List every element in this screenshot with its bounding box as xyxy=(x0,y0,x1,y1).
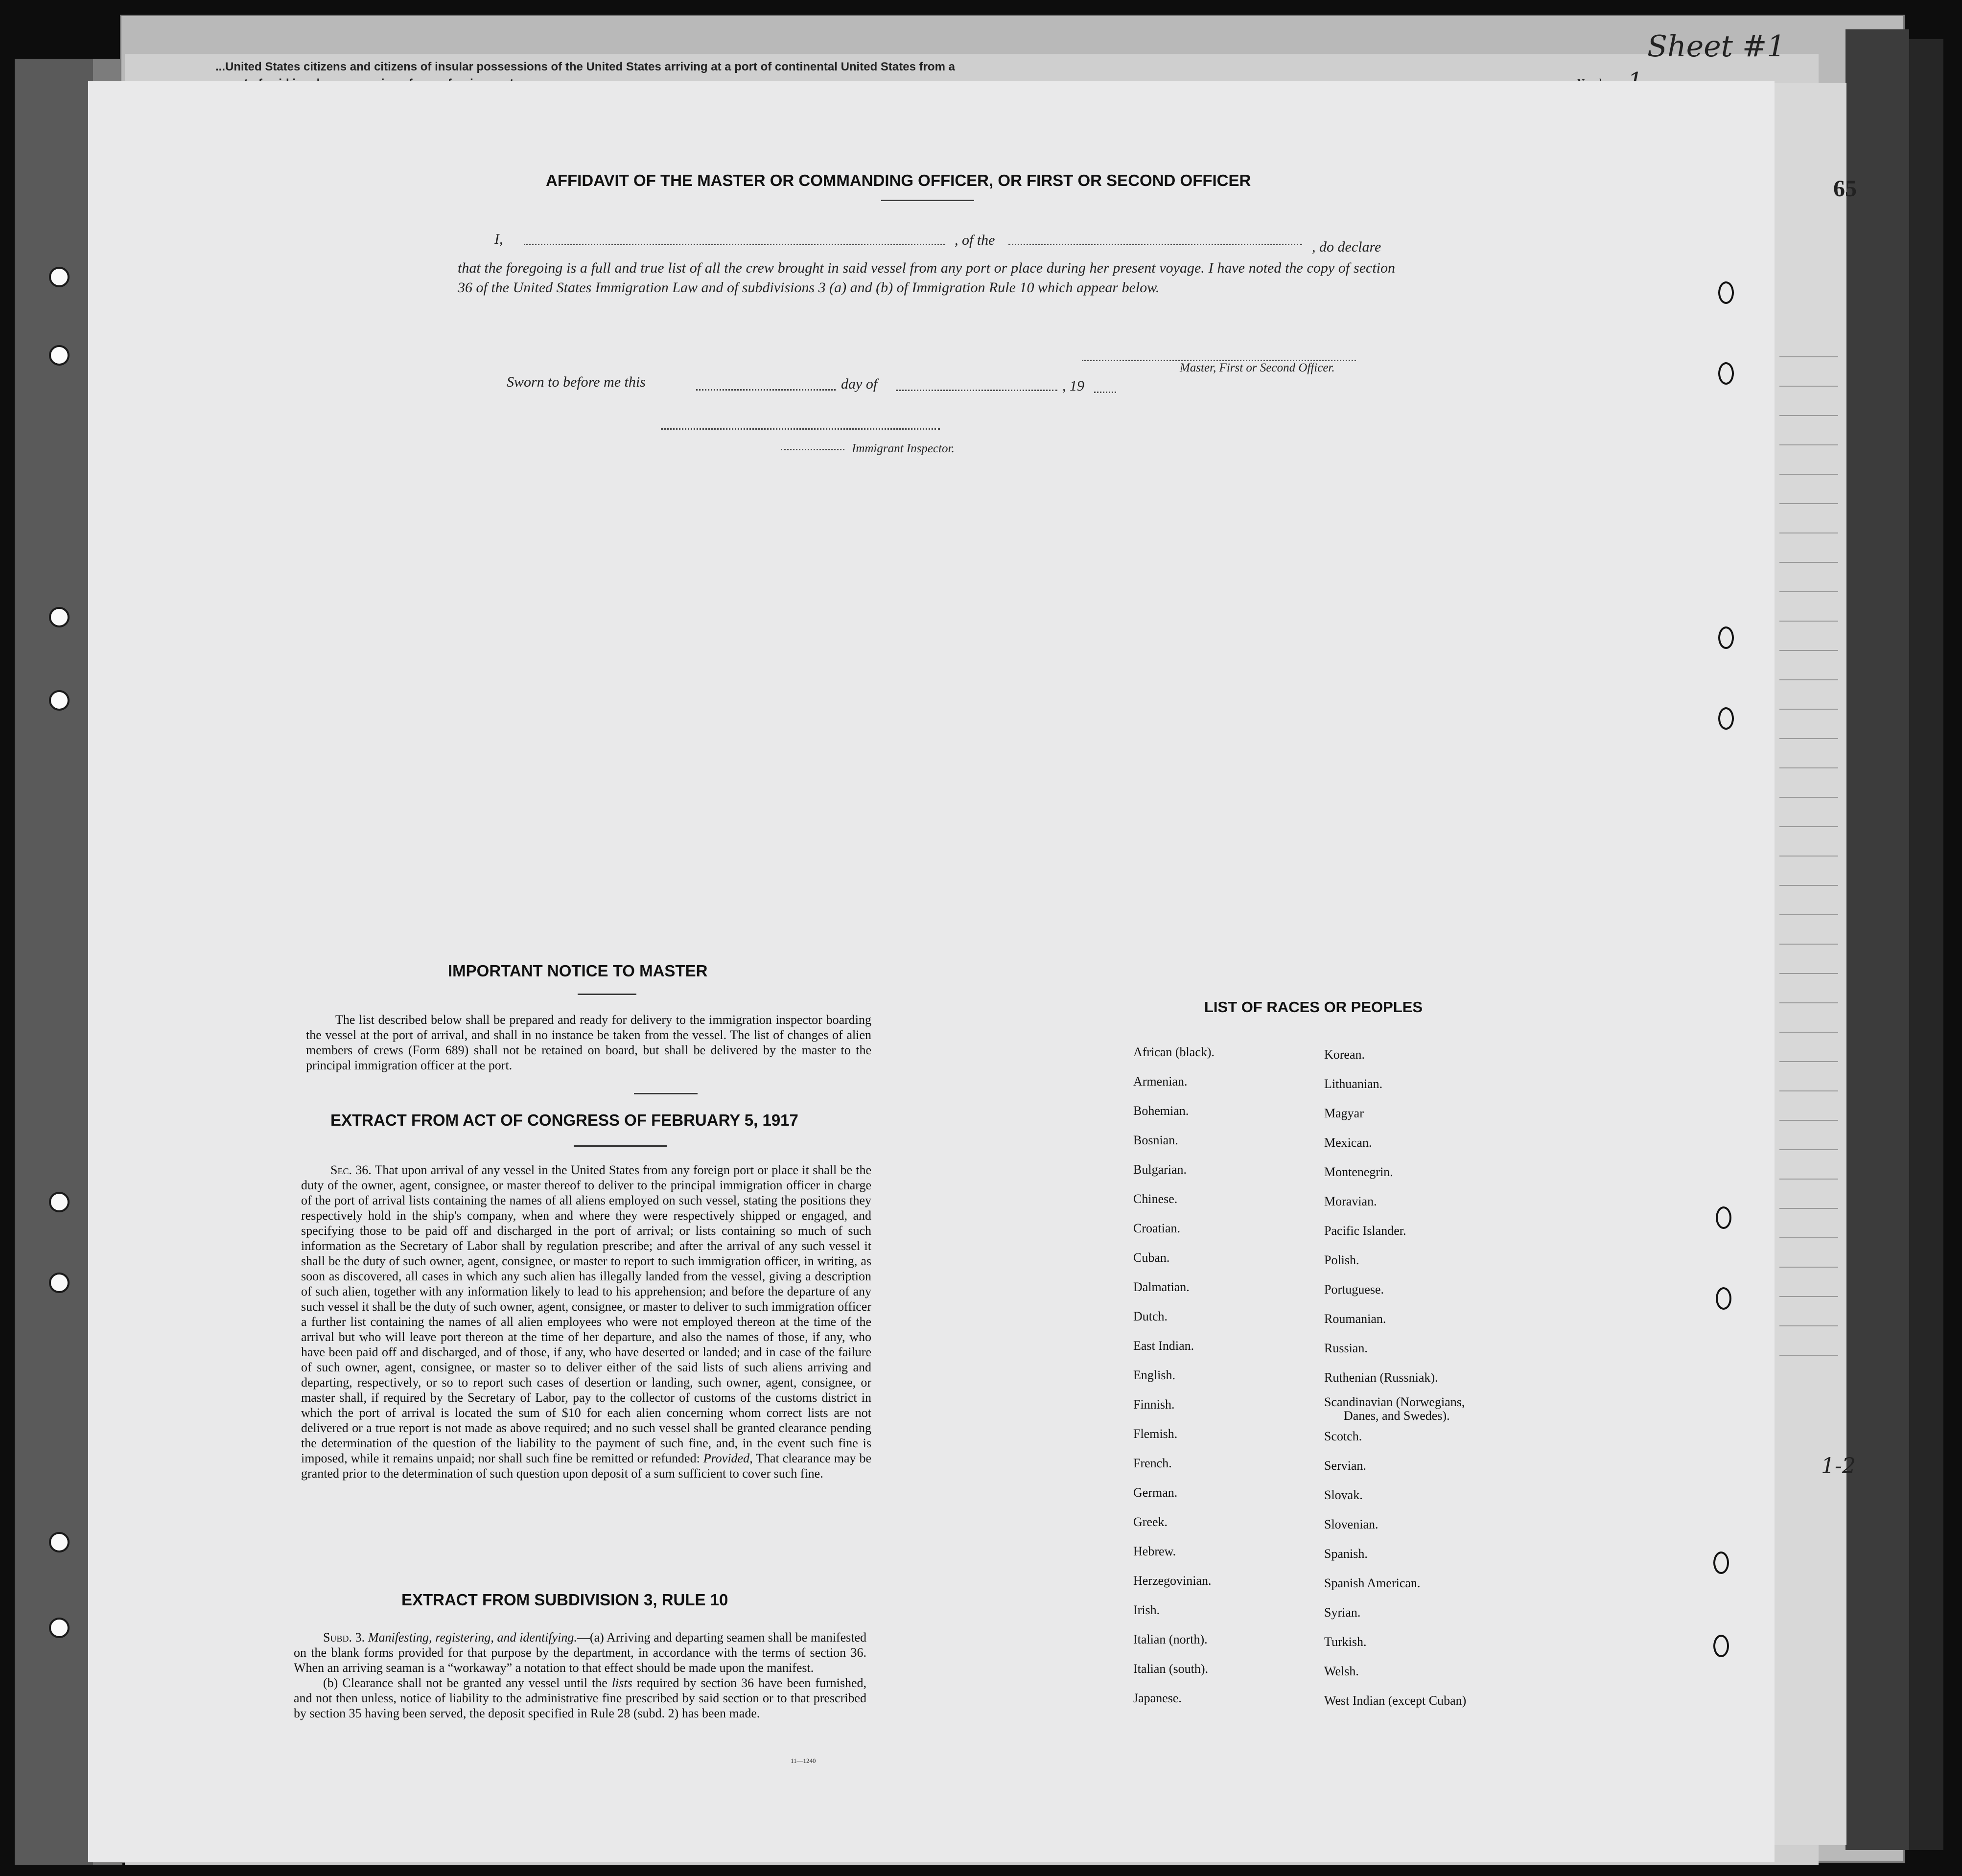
subdivision-b xyxy=(294,1675,866,1721)
race-item: Welsh. xyxy=(1324,1664,1359,1678)
title-rule xyxy=(881,200,974,201)
race-item: Roumanian. xyxy=(1324,1312,1386,1326)
race-item: Italian (north). xyxy=(1133,1632,1208,1646)
race-item: Bosnian. xyxy=(1133,1133,1178,1147)
race-item: Ruthenian (Russniak). xyxy=(1324,1370,1438,1385)
race-item: Spanish American. xyxy=(1324,1576,1421,1590)
race-item: English. xyxy=(1133,1368,1175,1382)
section-rule xyxy=(634,1093,698,1094)
race-item: Flemish. xyxy=(1133,1427,1178,1441)
notice-body: The list described below shall be prepared and ready for delivery to the immigration inspector boarding the vessel at the port of arrival, and shall in no instance be taken from the vessel. The list of changes of alien members of crews (Form 689) shall not be retained on board, but shall be delivered by the master to the principal immigration officer at the port. xyxy=(306,1013,871,1072)
punch-hole-icon xyxy=(49,1192,70,1212)
subdivision-title: EXTRACT FROM SUBDIVISION 3, RULE 10 xyxy=(401,1591,728,1609)
race-item: Japanese. xyxy=(1133,1691,1182,1705)
race-item: Armenian. xyxy=(1133,1074,1188,1089)
race-item: Pacific Islander. xyxy=(1324,1224,1406,1238)
subd-b-label: (b) xyxy=(323,1676,338,1690)
punch-hole-icon xyxy=(1713,1552,1729,1574)
races-title: LIST OF RACES OR PEOPLES xyxy=(1204,998,1423,1016)
race-item: German. xyxy=(1133,1485,1178,1500)
signature-label: Master, First or Second Officer. xyxy=(1180,361,1335,374)
section-label: Sec. 36. xyxy=(330,1163,372,1177)
race-item: West Indian (except Cuban) xyxy=(1324,1693,1467,1708)
race-item: Irish. xyxy=(1133,1603,1160,1617)
title-rule xyxy=(574,1145,667,1147)
act-body-end: That clearance may be granted prior to the determination of such question upon deposit of a sum sufficient to cover such fine. xyxy=(301,1451,871,1481)
race-item: Finnish. xyxy=(1133,1397,1175,1412)
punch-hole-icon xyxy=(1713,1635,1729,1657)
sworn-day-blank[interactable] xyxy=(696,389,836,391)
punch-hole-icon xyxy=(49,267,70,287)
race-item: Hebrew. xyxy=(1133,1544,1176,1558)
race-item: Russian. xyxy=(1324,1341,1368,1355)
act-body xyxy=(301,1162,871,1481)
year-prefix: , 19 xyxy=(1062,378,1084,394)
vessel-blank[interactable] xyxy=(1008,244,1302,245)
race-item: Chinese. xyxy=(1133,1192,1178,1206)
notice-title: IMPORTANT NOTICE TO MASTER xyxy=(448,962,708,980)
sworn-year-blank[interactable] xyxy=(1094,392,1116,393)
race-item: Polish. xyxy=(1324,1253,1359,1267)
affidavit-do-declare: , do declare xyxy=(1312,239,1381,255)
inspector-signature-blank[interactable] xyxy=(661,428,940,430)
subd-b-body-2: required by section 36 have been furnished, and not then unless, notice of liability to the administrative fine prescribed by said section or to that prescribed by section 35 having been served, the deposit specified in Rule 28 (subd. 2) has been made. xyxy=(294,1676,867,1720)
punch-hole-icon xyxy=(49,690,70,711)
race-item: Scotch. xyxy=(1324,1429,1362,1443)
punch-hole-icon xyxy=(49,1532,70,1552)
race-item: Magyar xyxy=(1324,1106,1364,1120)
punch-hole-icon xyxy=(49,1273,70,1293)
race-item: Danes, and Swedes). xyxy=(1344,1409,1450,1423)
race-item: Portuguese. xyxy=(1324,1282,1384,1297)
inspector-dots xyxy=(781,449,844,450)
race-item: Syrian. xyxy=(1324,1605,1361,1620)
race-item: Cuban. xyxy=(1133,1251,1170,1265)
race-item: French. xyxy=(1133,1456,1172,1470)
background-dark-band xyxy=(1845,29,1909,1850)
race-item: Lithuanian. xyxy=(1324,1077,1383,1091)
title-rule xyxy=(578,994,636,995)
race-item: East Indian. xyxy=(1133,1339,1194,1353)
act-title: EXTRACT FROM ACT OF CONGRESS OF FEBRUARY 5, 1917 xyxy=(330,1111,798,1129)
race-item: Korean. xyxy=(1324,1047,1365,1062)
background-dark-band-2 xyxy=(1909,39,1943,1850)
race-item: Turkish. xyxy=(1324,1635,1367,1649)
race-item: Scandinavian (Norwegians, xyxy=(1324,1395,1465,1409)
subd-b-lists: lists xyxy=(611,1676,632,1690)
punch-hole-icon xyxy=(1718,281,1734,304)
corner-page-number: 65 xyxy=(1833,176,1857,202)
inspector-label: Immigrant Inspector. xyxy=(852,442,955,455)
sworn-text: Sworn to before me this xyxy=(507,374,646,390)
race-item: Spanish. xyxy=(1324,1547,1368,1561)
race-item: Moravian. xyxy=(1324,1194,1377,1208)
subd-a-body: Arriving and departing seamen shall be manifested on the blank forms provided for that purpose by the department, in accordance with the terms of section 36. When an arriving seaman is a “workaway” a notation to that effect should be made upon the manifest. xyxy=(294,1630,866,1675)
ruled-lines xyxy=(1779,328,1838,1356)
header-line-1: ...United States citizens and citizens of insular possessions of the United States arriving at a port of continental United States from a xyxy=(215,60,955,73)
punch-hole-icon xyxy=(49,1618,70,1638)
punch-hole-icon xyxy=(1716,1206,1731,1229)
race-item: Slovak. xyxy=(1324,1488,1363,1502)
background-binder-left xyxy=(15,59,93,1865)
race-item: Montenegrin. xyxy=(1324,1165,1393,1179)
race-item: Bohemian. xyxy=(1133,1104,1189,1118)
punch-hole-icon xyxy=(1716,1287,1731,1310)
subd-label: Subd. 3. xyxy=(323,1630,365,1644)
affidavit-i: I, xyxy=(494,231,503,247)
affidavit-of-the: , of the xyxy=(955,232,995,248)
race-item: Servian. xyxy=(1324,1459,1366,1473)
subd-heading: Manifesting, registering, and identifying. xyxy=(368,1630,577,1644)
race-item: Croatian. xyxy=(1133,1221,1181,1235)
form-number: 11—1240 xyxy=(791,1757,816,1764)
subd-b-body-1: Clearance shall not be granted any vessel until the xyxy=(342,1676,607,1690)
affidavit-sheet xyxy=(88,81,1775,1862)
subdivision-a xyxy=(294,1630,866,1675)
race-item: Bulgarian. xyxy=(1133,1162,1187,1177)
punch-hole-icon xyxy=(1718,707,1734,730)
act-body-text: That upon arrival of any vessel in the United States from any foreign port or place it shall be the duty of the owner, agent, consignee, or master thereof to deliver to the principal immigration officer in charge of the port of arrival lists containing the names of all aliens employed on such vessel, stating the positions they respectively hold in the ship's company, when and where they were respectively shipped or engaged, and specifying those to be paid off and discharged in the port of arrival; or lists containing so much of such information as the Secretary of Labor shall by regulation prescribe; and after the arrival of any such vessel it shall be the duty of such owner, agent, consignee, or master to report to such immigration officer, in writing, as soon as discovered, all cases in which any such alien has illegally landed from the vessel, giving a description of such alien, together with any information likely to lead to his apprehension; and before the departure of any such vessel it shall be the duty of such owner, agent, consignee, or master to deliver to such immigration officer a further list containing the names of all alien employees who were not employed thereon at the time of the arrival but who will leave port thereon at the time of her departure, and also the names of those, if any, who have been paid off and discharged, and of those, if any, who have deserted or landed; and in case of the failure of such owner, agent, consignee, or master so to deliver either of the said lists of such aliens arriving and departing, respectively, or so to report such cases of desertion or landing, such owner, agent, consignee, or master shall, if required by the Secretary of Labor, pay to the collector of customs of the customs district in which the port of arrival is located the sum of $10 for each alien concerning whom correct lists are not delivered or a true report is not made as above required; and no such vessel shall be granted clearance pending the determination of the question of the liability to the payment of such fine, and, in the event such fine is imposed, while it remains unpaid; nor shall such fine be remitted or refunded: xyxy=(301,1163,872,1465)
name-blank[interactable] xyxy=(524,244,945,245)
race-item: Dalmatian. xyxy=(1133,1280,1190,1294)
race-item: Herzegovinian. xyxy=(1133,1574,1212,1588)
subd-a-label: —(a) xyxy=(577,1630,604,1644)
handwritten-sheet-number: Sheet #1 xyxy=(1647,29,1786,64)
race-item: Slovenian. xyxy=(1324,1517,1378,1531)
punch-hole-icon xyxy=(1718,362,1734,385)
punch-hole-icon xyxy=(49,345,70,366)
race-item: Dutch. xyxy=(1133,1309,1168,1323)
affidavit-body: that the foregoing is a full and true list of all the crew brought in said vessel from any port or place during her present voyage. I have noted the copy of section 36 of the United States Immigration Law and of subdivisions 3 (a) and (b) of Immigration Rule 10 which appear below. xyxy=(458,260,1395,296)
race-item: Italian (south). xyxy=(1133,1662,1209,1676)
affidavit-title: AFFIDAVIT OF THE MASTER OR COMMANDING OFFICER, OR FIRST OR SECOND OFFICER xyxy=(546,171,1251,189)
day-of-text: day of xyxy=(841,376,878,392)
subdivision-body xyxy=(294,1630,866,1721)
provided-word: Provided, xyxy=(703,1451,753,1465)
race-item: Greek. xyxy=(1133,1515,1168,1529)
race-item: Mexican. xyxy=(1324,1135,1372,1150)
punch-hole-icon xyxy=(49,607,70,627)
race-item: African (black). xyxy=(1133,1045,1215,1059)
punch-hole-icon xyxy=(1718,626,1734,649)
sworn-month-blank[interactable] xyxy=(896,390,1057,391)
margin-note: 1-2 xyxy=(1821,1454,1856,1479)
